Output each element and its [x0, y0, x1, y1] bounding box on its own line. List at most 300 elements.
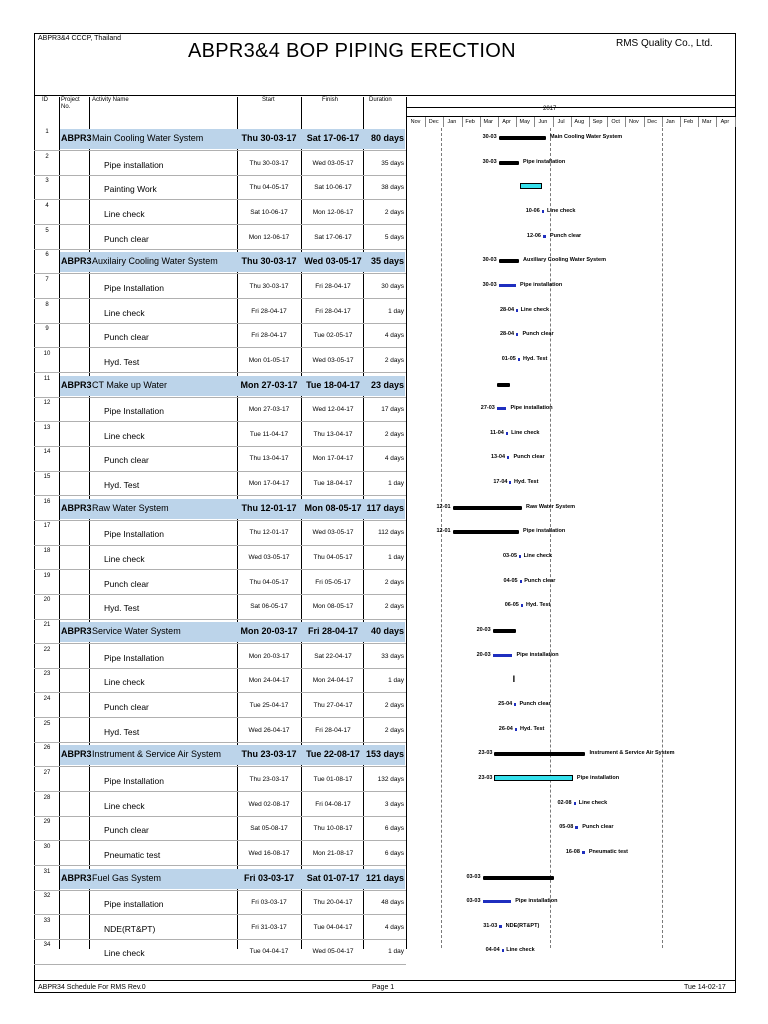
gantt-task-label: Line check [523, 553, 553, 560]
row-id: 33 [43, 917, 51, 924]
gantt-bar [516, 309, 518, 312]
table-row[interactable] [34, 397, 406, 422]
row-finish: Fri 28-04-17 [315, 307, 351, 315]
row-activity: Pipe Installation [104, 282, 165, 293]
row-finish: Tue 02-05-17 [313, 332, 353, 340]
row-activity: Hyd. Test [104, 603, 140, 614]
row-start: Mon 20-03-17 [240, 626, 298, 636]
row-duration: 153 days [365, 749, 404, 760]
table-row[interactable] [34, 718, 406, 743]
gantt-task-label: Hyd. Test [523, 355, 548, 362]
gantt-bar: I [512, 674, 516, 685]
gantt-start-label: 03-03 [466, 873, 481, 880]
row-finish: Thu 13-04-17 [313, 430, 353, 438]
row-duration: 6 days [384, 825, 404, 833]
gantt-start-label: 25-04 [498, 700, 513, 707]
gantt-start-label: 04-05 [503, 577, 518, 584]
row-finish: Fri 28-04-17 [315, 282, 351, 290]
table-row[interactable] [34, 348, 406, 373]
company-label: ABPR3&4 CCCP, Thailand [38, 35, 122, 42]
gantt-bar [519, 555, 521, 558]
row-activity: Line check [104, 800, 145, 811]
gantt-start-label: 04-04 [485, 947, 500, 954]
row-duration: 2 days [384, 578, 404, 586]
timeline-gridline [662, 128, 663, 948]
row-start: Fri 28-04-17 [251, 307, 287, 315]
gantt-start-label: 02-08 [557, 799, 572, 806]
timeline-month: Oct [611, 119, 620, 125]
month-divider [498, 117, 499, 127]
gantt-start-label: 31-03 [483, 922, 498, 929]
month-divider [462, 117, 463, 127]
row-finish: Tue 18-04-17 [313, 480, 353, 488]
row-activity: NDE(RT&PT) [104, 923, 156, 934]
col-project: Project No. [61, 97, 80, 110]
gantt-task-label: Pipe installation [576, 774, 620, 781]
row-start: Tue 04-04-17 [249, 948, 289, 956]
gantt-bar [521, 604, 523, 607]
footer-doc-name: ABPR34 Schedule For RMS Rev.0 [38, 984, 146, 991]
gantt-start-label: 30-03 [482, 281, 497, 288]
row-start: Thu 04-05-17 [249, 184, 289, 192]
month-divider [425, 117, 426, 127]
row-duration: 2 days [384, 603, 404, 611]
gantt-bar [494, 775, 572, 781]
gantt-start-label: 11-04 [490, 429, 504, 436]
row-finish: Mon 17-04-17 [312, 455, 354, 463]
row-finish: Sat 10-06-17 [314, 184, 352, 192]
row-id: 32 [43, 893, 51, 900]
gantt-bar [453, 530, 519, 534]
timeline-month: Mar [701, 119, 712, 125]
timeline-month: Nov [629, 119, 639, 125]
row-activity: Line check [104, 307, 145, 318]
row-start: Sat 06-05-17 [250, 603, 288, 611]
gantt-task-label: Main Cooling Water System [549, 134, 623, 140]
row-duration: 3 days [384, 800, 404, 808]
row-activity: Pipe Installation [104, 775, 165, 786]
row-activity: Pipe installation [104, 159, 164, 170]
row-finish: Fri 05-05-17 [315, 578, 351, 586]
row-start: Fri 31-03-17 [251, 923, 287, 931]
gantt-task-label: Pipe installation [520, 281, 563, 288]
gantt-bar [515, 728, 517, 731]
row-finish: Thu 04-05-17 [313, 554, 353, 562]
timeline-month: May [519, 119, 530, 125]
row-start: Thu 12-01-17 [249, 529, 289, 537]
row-finish: Wed 03-05-17 [304, 256, 362, 267]
row-activity: CT Make up Water [92, 379, 168, 390]
row-finish: Sat 17-06-17 [306, 133, 360, 143]
timeline-month: Feb [683, 119, 694, 125]
gantt-start-label: 28-04 [499, 306, 515, 313]
gantt-bar [499, 259, 519, 263]
month-divider [716, 117, 717, 127]
row-divider [34, 964, 406, 965]
row-project: ABPR3 [61, 379, 92, 390]
row-start: Fri 03-03-17 [251, 899, 287, 907]
row-duration: 2 days [384, 701, 404, 709]
table-row[interactable] [34, 520, 406, 545]
gantt-task-label: Raw Water System [526, 503, 576, 510]
gantt-bar [506, 432, 508, 435]
gantt-start-label: 16-08 [565, 848, 580, 855]
timeline-month: Feb [465, 119, 475, 125]
row-duration: 4 days [384, 455, 404, 463]
row-duration: 121 days [365, 872, 404, 883]
month-divider [480, 117, 481, 127]
row-activity: Punch clear [104, 825, 149, 836]
row-id: 7 [45, 276, 49, 283]
row-finish: Tue 01-08-17 [313, 775, 353, 783]
row-id: 5 [45, 227, 49, 234]
gantt-bar [582, 851, 585, 854]
row-duration: 6 days [384, 849, 404, 857]
gantt-start-label: 28-04 [499, 331, 515, 338]
gantt-bar [493, 629, 516, 633]
row-start: Tue 11-04-17 [249, 430, 289, 438]
gantt-task-label: Line check [506, 947, 535, 954]
timeline-month: Jun [538, 119, 548, 125]
gantt-bar [542, 210, 544, 213]
gantt-task-label: Pipe installation [515, 898, 558, 905]
row-activity: Punch clear [104, 233, 149, 244]
row-finish: Thu 20-04-17 [313, 899, 353, 907]
table-row[interactable] [34, 594, 406, 619]
row-start: Thu 23-03-17 [241, 749, 297, 760]
gantt-task-label: Pipe installation [510, 405, 553, 412]
row-activity: Punch clear [104, 701, 149, 712]
gantt-task-label: Punch clear [582, 824, 614, 831]
table-row[interactable] [34, 619, 406, 644]
gantt-start-label: 03-05 [502, 553, 518, 560]
row-finish: Wed 03-05-17 [312, 159, 354, 167]
row-id: 10 [43, 350, 51, 357]
gantt-start-label: 12-01 [436, 503, 451, 510]
row-activity: Painting Work [104, 184, 157, 195]
row-id: 9 [45, 326, 49, 333]
row-start: Thu 04-05-17 [249, 578, 289, 586]
row-finish: Sat 22-04-17 [314, 652, 352, 660]
timeline-month: Dec [428, 119, 439, 125]
row-finish: Mon 21-08-17 [312, 849, 354, 857]
row-duration: 40 days [370, 626, 404, 636]
footer-divider [34, 980, 736, 981]
gantt-bar [453, 506, 522, 510]
timeline-month: Nov [410, 119, 421, 125]
gantt-bar [499, 161, 519, 165]
table-row[interactable] [34, 693, 406, 718]
gantt-bar [494, 752, 585, 756]
row-duration: 112 days [378, 529, 404, 537]
row-start: Thu 30-03-17 [241, 256, 297, 267]
row-duration: 4 days [384, 332, 404, 340]
row-duration: 2 days [384, 430, 404, 438]
month-divider [534, 117, 535, 127]
gantt-start-label: 23-03 [478, 750, 493, 757]
table-row[interactable] [34, 200, 406, 225]
gantt-start-label: 12-06 [526, 232, 541, 239]
row-activity: Raw Water System [92, 502, 169, 513]
gantt-bar [543, 235, 546, 238]
col-id: ID [42, 97, 48, 103]
table-row[interactable] [34, 274, 406, 299]
row-id: 21 [43, 622, 51, 628]
table-row[interactable] [34, 915, 406, 940]
row-start: Mon 27-03-17 [240, 379, 298, 390]
row-id: 11 [43, 375, 51, 382]
gantt-start-label: 03-03 [466, 898, 481, 905]
row-activity: Punch clear [104, 455, 149, 466]
table-row[interactable] [34, 249, 406, 274]
month-divider [571, 117, 572, 127]
table-row[interactable] [34, 644, 406, 669]
timeline-month: Sep [592, 119, 603, 125]
gantt-task-label: Punch clear [513, 454, 545, 461]
row-duration: 80 days [370, 133, 404, 143]
gantt-task-label: Punch clear [549, 232, 582, 239]
gantt-start-label: 01-05 [501, 355, 516, 362]
gantt-bar [575, 826, 578, 829]
gantt-bar [497, 383, 510, 387]
month-divider [698, 117, 699, 127]
row-activity: Auxilairy Cooling Water System [92, 256, 218, 267]
row-activity: Instrument & Service Air System [92, 749, 222, 760]
row-start: Sat 10-06-17 [250, 208, 288, 216]
row-duration: 48 days [381, 899, 404, 907]
row-id: 3 [45, 178, 49, 185]
table-row[interactable] [34, 545, 406, 570]
col-start: Start [262, 97, 275, 103]
row-start: Thu 30-03-17 [249, 282, 289, 290]
row-id: 26 [43, 745, 51, 752]
row-project: ABPR3 [61, 256, 92, 267]
gantt-task-label: Pneumatic test [588, 848, 629, 855]
gantt-task-label: Punch clear [524, 577, 556, 584]
month-divider [735, 117, 736, 127]
row-duration: 38 days [381, 184, 404, 192]
row-id: 6 [45, 252, 49, 259]
col-divider [406, 97, 407, 949]
row-finish: Mon 24-04-17 [312, 677, 354, 685]
row-id: 14 [43, 449, 51, 456]
gantt-start-label: 30-03 [482, 158, 497, 165]
row-duration: 2 days [384, 356, 404, 364]
table-row[interactable] [34, 939, 406, 964]
row-start: Mon 17-04-17 [248, 480, 290, 488]
table-row[interactable] [34, 816, 406, 841]
gantt-bar [574, 802, 576, 805]
row-id: 25 [43, 720, 51, 727]
row-start: Fri 28-04-17 [251, 332, 287, 340]
row-activity: Line check [104, 677, 145, 688]
row-id: 19 [43, 572, 51, 579]
row-finish: Fri 28-04-17 [315, 726, 351, 734]
row-duration: 17 days [381, 406, 404, 414]
page-title: ABPR3&4 BOP PIPING ERECTION [188, 40, 516, 62]
row-id: 30 [43, 843, 51, 850]
row-duration: 1 day [388, 948, 404, 956]
gantt-start-label: 20-03 [476, 627, 491, 633]
table-row[interactable] [34, 175, 406, 200]
gantt-task-label: Hyd. Test [520, 725, 545, 732]
row-finish: Sat 01-07-17 [306, 872, 360, 883]
month-divider [662, 117, 663, 127]
gantt-start-label: 06-05 [504, 602, 519, 609]
table-row[interactable] [34, 446, 406, 471]
gantt-bar [509, 481, 511, 484]
row-duration: 1 day [388, 677, 404, 685]
row-finish: Wed 12-04-17 [312, 406, 354, 414]
row-start: Wed 02-08-17 [248, 800, 290, 808]
row-id: 29 [43, 819, 51, 826]
row-id: 1 [45, 129, 49, 135]
month-divider [443, 117, 444, 127]
row-id: 4 [45, 202, 49, 209]
gantt-bar [493, 654, 513, 657]
row-duration: 1 day [388, 480, 404, 488]
row-finish: Mon 08-05-17 [304, 502, 362, 513]
table-row[interactable] [34, 668, 406, 693]
table-row[interactable] [34, 471, 406, 496]
gantt-task-label: Auxiliary Cooling Water System [523, 257, 606, 264]
table-row[interactable] [34, 225, 406, 250]
table-row[interactable] [34, 151, 406, 176]
gantt-start-label: 20-03 [476, 651, 491, 658]
gantt-bar [507, 456, 509, 459]
gantt-start-label: 10-06 [525, 207, 540, 214]
gantt-bar [514, 703, 516, 706]
col-activity: Activity Name [92, 97, 129, 103]
gantt-start-label: 13-04 [490, 454, 506, 461]
row-finish: Mon 08-05-17 [312, 603, 354, 611]
gantt-bar [483, 900, 512, 903]
month-divider [607, 117, 608, 127]
gantt-start-label: 27-03 [480, 405, 495, 412]
header-divider [34, 95, 736, 96]
gantt-bar [499, 136, 546, 140]
row-id: 27 [43, 769, 51, 776]
table-row[interactable] [34, 742, 406, 767]
gantt-start-label: 12-01 [436, 528, 451, 535]
table-row[interactable] [34, 373, 406, 398]
row-start: Wed 03-05-17 [248, 554, 290, 562]
row-activity: Pipe Installation [104, 406, 165, 417]
table-row[interactable] [34, 890, 406, 915]
row-finish: Thu 10-08-17 [313, 825, 353, 833]
row-duration: 132 days [377, 775, 404, 783]
row-activity: Pipe Installation [104, 529, 165, 540]
row-start: Fri 03-03-17 [243, 872, 295, 883]
timeline-month: Apr [502, 119, 511, 125]
row-activity: Pipe Installation [104, 652, 165, 663]
timeline-month: Dec [647, 119, 657, 125]
gantt-bar [499, 284, 516, 287]
table-row[interactable] [34, 299, 406, 324]
table-row[interactable] [34, 496, 406, 521]
row-start: Thu 12-01-17 [241, 502, 297, 513]
row-duration: 1 day [388, 307, 404, 315]
row-duration: 2 days [384, 726, 404, 734]
row-project: ABPR3 [61, 502, 92, 513]
row-activity: Main Cooling Water System [92, 133, 204, 143]
contractor-name: RMS Quality Co., Ltd. [616, 38, 713, 49]
row-finish: Mon 12-06-17 [312, 208, 354, 216]
row-finish: Wed 03-05-17 [312, 529, 354, 537]
row-id: 23 [43, 671, 51, 678]
row-activity: Punch clear [104, 332, 149, 343]
table-row[interactable] [34, 792, 406, 817]
table-row[interactable] [34, 866, 406, 891]
row-start: Mon 27-03-17 [248, 406, 290, 414]
row-start: Thu 23-03-17 [249, 775, 289, 783]
row-finish: Wed 03-05-17 [312, 356, 354, 364]
gantt-task-label: Pipe installation [523, 528, 566, 535]
row-project: ABPR3 [61, 749, 92, 760]
row-duration: 35 days [370, 256, 404, 267]
row-activity: Fuel Gas System [92, 872, 162, 883]
row-activity: Pipe installation [104, 899, 164, 910]
row-start: Tue 25-04-17 [249, 701, 289, 709]
row-id: 12 [43, 400, 51, 407]
row-finish: Thu 27-04-17 [313, 701, 353, 709]
timeline-month: Jan [665, 119, 675, 125]
gantt-task-label: NDE(RT&PT) [505, 922, 540, 929]
row-id: 2 [45, 153, 49, 160]
row-finish: Wed 05-04-17 [312, 948, 354, 956]
table-row[interactable] [34, 841, 406, 866]
row-start: Thu 13-04-17 [249, 455, 289, 463]
row-activity: Hyd. Test [104, 480, 140, 491]
row-duration: 117 days [366, 502, 404, 513]
table-row[interactable] [34, 570, 406, 595]
row-start: Wed 26-04-17 [248, 726, 290, 734]
row-start: Thu 30-03-17 [249, 159, 289, 167]
row-id: 8 [45, 301, 49, 308]
row-activity: Hyd. Test [104, 356, 140, 367]
gantt-bar [520, 580, 522, 583]
gantt-task-label: Instrument & Service Air System [589, 750, 675, 757]
gantt-task-label: Hyd. Test [514, 479, 539, 486]
gantt-bar [518, 358, 520, 361]
gantt-task-label: Punch clear [522, 331, 554, 338]
row-activity: Line check [104, 554, 145, 565]
row-duration: 5 days [384, 233, 404, 241]
table-row[interactable] [34, 323, 406, 348]
row-duration: 33 days [381, 652, 404, 660]
row-activity: Punch clear [104, 578, 149, 589]
row-duration: 23 days [370, 379, 404, 390]
month-divider [516, 117, 517, 127]
row-duration: 1 day [388, 554, 404, 562]
row-finish: Fri 28-04-17 [307, 626, 359, 636]
timeline-year: 2017 [543, 106, 557, 112]
gantt-bar [483, 876, 555, 880]
row-duration: 4 days [384, 923, 404, 931]
table-row[interactable] [34, 422, 406, 447]
timeline-month: Apr [720, 119, 730, 125]
row-start: Mon 12-06-17 [248, 233, 290, 241]
row-id: 34 [43, 942, 51, 949]
table-row[interactable] [34, 126, 406, 151]
gantt-task-label: Hyd. Test [526, 602, 551, 609]
row-start: Mon 20-03-17 [248, 652, 290, 660]
gantt-start-label: 30-03 [482, 134, 497, 140]
gantt-bar [497, 407, 507, 410]
row-duration: 2 days [384, 208, 404, 216]
table-row[interactable] [34, 767, 406, 792]
timeline-month: Jul [557, 119, 565, 125]
